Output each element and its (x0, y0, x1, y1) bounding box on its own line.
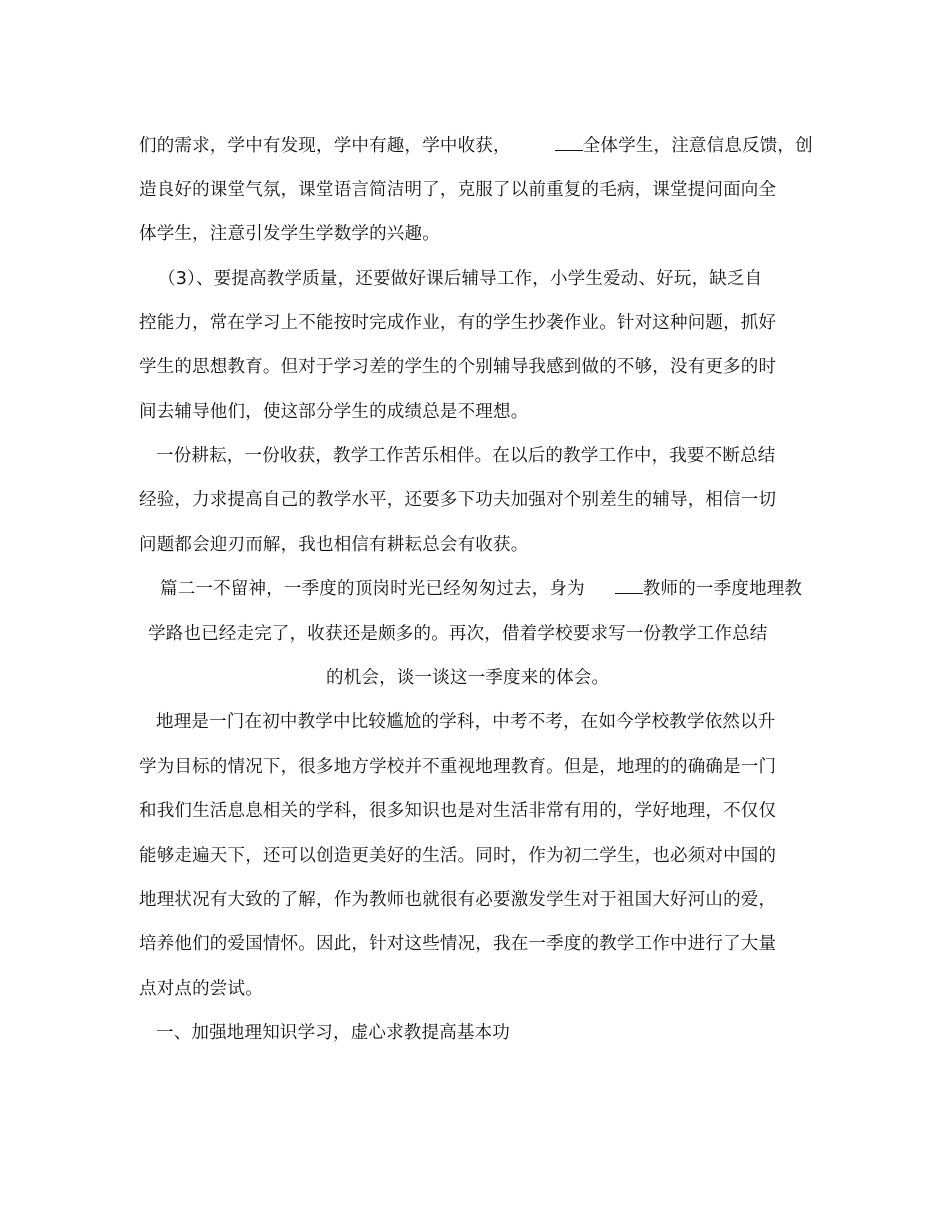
text-line: 一份耕耘，一份收获，教学工作苦乐相伴。在以后的教学工作中，我要不断总结 (156, 446, 776, 466)
text-line (139, 135, 813, 157)
text-line: 点对点的尝试。 (139, 979, 263, 999)
text-line: 学生的思想教育。但对于学习差的学生的个别辅导我感到做的不够，没有更多的时 (139, 357, 777, 377)
text-line: 控能力，常在学习上不能按时完成作业，有的学生抄袭作业。针对这种问题，抓好 (139, 313, 777, 333)
text-line: 间去辅导他们，使这部分学生的成绩总是不理想。 (139, 402, 529, 422)
text-segment: 教师的一季度地理教 (642, 579, 803, 599)
text-line: 问题都会迎刃而解，我也相信有耕耘总会有收获。 (139, 535, 529, 555)
text-line: 培养他们的爱国情怀。因此，针对这些情况，我在一季度的教学工作中进行了大量 (139, 934, 777, 954)
text-line: 能够走遍天下，还可以创造更美好的生活。同时，作为初二学生，也必须对中国的 (139, 846, 777, 866)
fill-in-blank (555, 135, 583, 151)
text-segment: 们的需求，学中有发现，学中有趣，学中收获， (139, 136, 511, 156)
text-line: 造良好的课堂气氛，课堂语言简洁明了，克服了以前重复的毛病，课堂提问面向全 (139, 180, 777, 200)
text-segment: 篇二一不留神，一季度的顶岗时光已经匆匆过去，身为 (160, 579, 585, 599)
section-heading: 一、加强地理知识学习，虚心求教提高基本功 (156, 1023, 510, 1043)
text-line: 学为目标的情况下，很多地方学校并不重视地理教育。但是，地理的的确确是一门 (139, 757, 777, 777)
fill-in-blank (615, 578, 643, 594)
text-line: （3）、要提高教学质量，还要做好课后辅导工作，小学生爱动、好玩，缺乏自 (158, 269, 763, 289)
text-line: 经验，力求提高自己的教学水平，还要多下功夫加强对个别差生的辅导，相信一切 (139, 490, 777, 510)
text-line: 的机会，谈一谈这一季度来的体会。 (326, 668, 610, 688)
text-line: 和我们生活息息相关的学科，很多知识也是对生活非常有用的，学好地理，不仅仅 (139, 801, 777, 821)
text-line: 地理状况有大致的了解，作为教师也就很有必要激发学生对于祖国大好河山的爱， (139, 890, 777, 910)
text-line: 地理是一门在初中教学中比较尴尬的学科，中考不考，在如今学校教学依然以升 (156, 712, 776, 732)
text-segment: 全体学生，注意信息反馈，创 (582, 136, 813, 156)
text-line (160, 578, 802, 600)
text-line: 体学生，注意引发学生学数学的兴趣。 (139, 224, 440, 244)
text-line: 学路也已经走完了，收获还是颇多的。再次，借着学校要求写一份教学工作总结 (148, 624, 768, 644)
